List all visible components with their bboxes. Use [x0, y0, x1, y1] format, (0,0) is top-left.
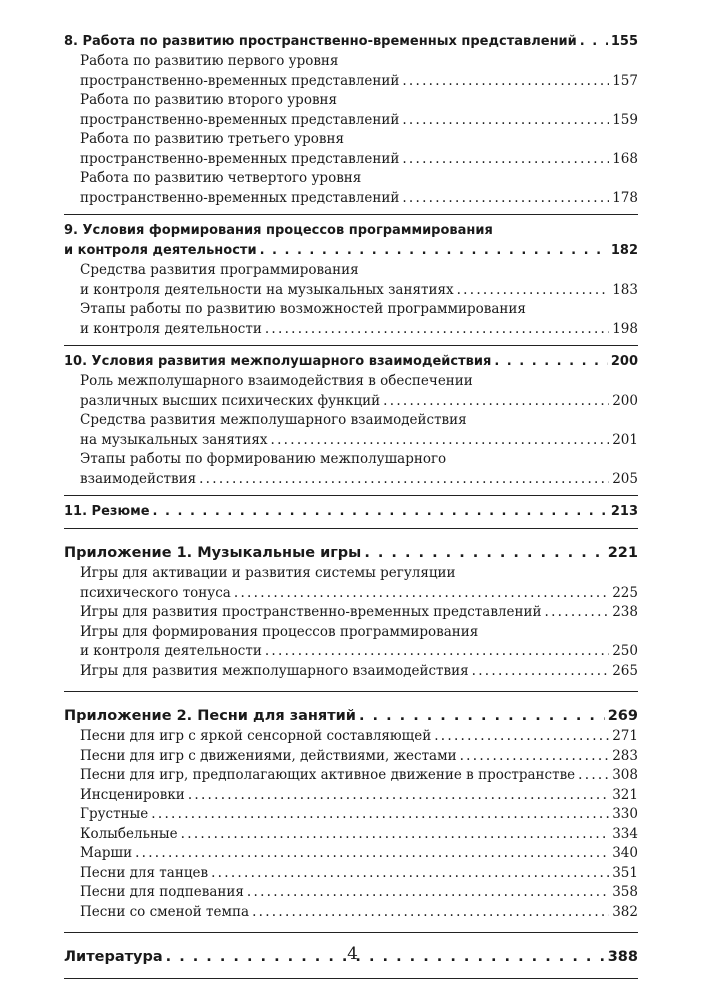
- section-heading: [64, 352, 638, 372]
- toc-entry-title: Игры для развития межполушарного взаимодействия: [80, 662, 469, 679]
- dot-leader: [151, 805, 609, 825]
- toc-section: [64, 692, 638, 933]
- toc-entry: [64, 642, 638, 662]
- toc-entry-title: Грустные: [80, 806, 149, 822]
- toc-entry-title: на музыкальных занятиях: [80, 431, 268, 448]
- toc-entry: [64, 662, 638, 682]
- toc-entry-title: Песни для танцев: [80, 864, 209, 881]
- entry-title-line: Средства развития межполушарного взаимодействия: [80, 412, 467, 428]
- toc-entry: [64, 189, 638, 209]
- toc-entry-title: и контроля деятельности: [80, 643, 262, 659]
- toc-entry-title: Песни со сменой темпа: [80, 903, 250, 920]
- toc-entry-page: 198: [612, 320, 638, 337]
- toc-entry-title: взаимодействия: [80, 470, 197, 487]
- entry-title-line: Работа по развитию четвертого уровня: [80, 170, 362, 186]
- page-number: 4: [347, 944, 358, 964]
- toc-entry: [64, 392, 638, 412]
- dot-leader: [153, 502, 608, 522]
- toc-entry: [64, 320, 638, 340]
- dot-leader: [402, 72, 609, 92]
- dot-leader: [434, 727, 609, 747]
- toc-entry-title: и контроля деятельности на музыкальных занятиях: [80, 281, 454, 298]
- toc-entry-page: 321: [612, 786, 638, 803]
- toc-entry-page: 225: [612, 584, 638, 601]
- dot-leader: [402, 111, 609, 131]
- toc-entry: [64, 727, 638, 747]
- dot-leader: [494, 352, 608, 372]
- toc-entry: [64, 281, 638, 301]
- toc-section: [64, 529, 638, 692]
- dot-leader: [544, 603, 609, 623]
- dot-leader: [265, 320, 609, 340]
- section-heading-title: и контроля деятельности: [64, 243, 257, 258]
- section-title-line: 9. Условия формирования процессов программирования: [64, 223, 493, 238]
- dot-leader: [252, 903, 609, 923]
- toc-entry: [64, 72, 638, 92]
- toc-entry-title: Песни для игр, предполагающих активное движение в пространстве: [80, 767, 576, 783]
- toc-entry-title: и контроля деятельности: [80, 320, 262, 337]
- section-heading: [64, 502, 638, 522]
- toc-entry-title: пространственно-временных представлений: [80, 189, 400, 206]
- toc-entry-page: 330: [612, 806, 638, 822]
- toc-entry: [64, 805, 638, 825]
- section-heading-title: Литература: [64, 949, 163, 965]
- section-heading-page: 200: [610, 354, 638, 369]
- toc-entry-title: Инсценировки: [80, 786, 185, 803]
- toc-entry-page: 358: [612, 884, 638, 900]
- toc-entry-title: различных высших психических функций: [80, 392, 381, 409]
- section-heading-title: Приложение 2. Песни для занятий: [64, 708, 356, 724]
- entry-title-line: Этапы работы по формированию межполушарного: [80, 451, 447, 467]
- toc-section: [64, 496, 638, 529]
- toc-entry: [64, 786, 638, 806]
- toc-entry: [64, 825, 638, 845]
- toc-entry-page: 157: [612, 72, 638, 89]
- section-heading: [64, 542, 638, 564]
- entry-title-line: Работа по развитию второго уровня: [80, 92, 338, 108]
- section-heading: [64, 241, 638, 261]
- entry-title-line: Игры для активации и развития системы регуляции: [80, 565, 456, 581]
- toc-entry-title: Марши: [80, 845, 133, 861]
- toc-entry-title: психического тонуса: [80, 584, 231, 601]
- section-heading-page: 155: [610, 34, 638, 49]
- dot-leader: [402, 150, 609, 170]
- toc-entry: [64, 864, 638, 884]
- toc-entry: [64, 603, 638, 623]
- toc-entry-title: Песни для подпевания: [80, 884, 244, 900]
- toc-entry-title: Песни для игр с яркой сенсорной составляющей: [80, 728, 432, 744]
- dot-leader: [578, 766, 609, 786]
- toc-entry: [64, 470, 638, 490]
- toc-entry-page: 178: [612, 189, 638, 206]
- section-heading-page: 182: [610, 243, 638, 258]
- section-heading-page: 221: [607, 545, 638, 561]
- toc-entry-title: пространственно-временных представлений: [80, 72, 400, 89]
- entry-title-line: Средства развития программирования: [80, 262, 359, 278]
- toc-section: [64, 32, 638, 215]
- section-heading-page: 213: [610, 504, 638, 519]
- toc-entry-title: пространственно-временных представлений: [80, 111, 400, 128]
- entry-title-line: Работа по развитию первого уровня: [80, 53, 339, 69]
- toc-entry-title: Песни для игр с движениями, действиями, жестами: [80, 747, 457, 764]
- dot-leader: [181, 825, 610, 845]
- toc-entry-page: 308: [612, 767, 638, 783]
- toc-entry-page: 382: [612, 903, 638, 920]
- toc-entry-page: 183: [612, 281, 638, 298]
- toc-entry: [64, 747, 638, 767]
- dot-leader: [364, 542, 604, 564]
- toc-entry: [64, 766, 638, 786]
- section-heading-title: Приложение 1. Музыкальные игры: [64, 545, 362, 561]
- dot-leader: [457, 281, 610, 301]
- toc-entry-page: 351: [612, 864, 638, 881]
- toc-entry: [64, 844, 638, 864]
- section-heading-page: 269: [607, 708, 638, 724]
- toc-entry: [64, 584, 638, 604]
- toc-entry: [64, 883, 638, 903]
- toc-entry-page: 340: [612, 845, 638, 861]
- toc-entry-page: 159: [612, 111, 638, 128]
- dot-leader: [247, 883, 609, 903]
- section-heading: [64, 705, 638, 727]
- dot-leader: [270, 431, 609, 451]
- entry-title-line: Работа по развитию третьего уровня: [80, 131, 345, 147]
- dot-leader: [460, 747, 610, 767]
- section-heading-title: 11. Резюме: [64, 504, 150, 519]
- dot-leader: [472, 662, 610, 682]
- section-heading-title: 8. Работа по развитию пространственно-временных представлений: [64, 34, 577, 49]
- dot-leader: [211, 864, 609, 884]
- toc-entry: [64, 150, 638, 170]
- toc-entry-title: Колыбельные: [80, 825, 178, 842]
- dot-leader: [402, 189, 609, 209]
- dot-leader: [234, 584, 609, 604]
- dot-leader: [383, 392, 609, 412]
- dot-leader: [580, 32, 608, 52]
- toc-entry-page: 168: [612, 150, 638, 167]
- section-heading-title: 10. Условия развития межполушарного взаимодействия: [64, 354, 492, 369]
- dot-leader: [135, 844, 609, 864]
- dot-leader: [260, 241, 608, 261]
- toc-entry-title: пространственно-временных представлений: [80, 150, 400, 167]
- toc-entry-page: 265: [612, 662, 638, 679]
- toc-section: [64, 346, 638, 496]
- section-heading-page: 388: [607, 949, 638, 965]
- toc-entry-page: 205: [612, 470, 638, 487]
- toc-entry-page: 283: [612, 747, 638, 764]
- toc-entry-page: 334: [612, 825, 638, 842]
- entry-title-line: Игры для формирования процессов программирования: [80, 623, 479, 640]
- entry-title-line: Этапы работы по развитию возможностей программирования: [80, 301, 526, 317]
- toc-entry-page: 201: [612, 431, 638, 448]
- dot-leader: [359, 705, 605, 727]
- toc-entry-title: Игры для развития пространственно-временных представлений: [80, 604, 542, 620]
- entry-title-line: Роль межполушарного взаимодействия в обеспечении: [80, 373, 473, 389]
- toc-section: [64, 215, 638, 346]
- dot-leader: [199, 470, 609, 490]
- toc-entry-page: 200: [612, 392, 638, 409]
- section-heading: [64, 32, 638, 52]
- toc-entry: [64, 431, 638, 451]
- table-of-contents: [64, 32, 638, 979]
- toc-entry: [64, 111, 638, 131]
- toc-entry-page: 271: [612, 728, 638, 744]
- toc-entry-page: 238: [612, 604, 638, 620]
- toc-entry-page: 250: [612, 643, 638, 659]
- toc-entry: [64, 903, 638, 923]
- dot-leader: [265, 642, 609, 662]
- dot-leader: [188, 786, 609, 806]
